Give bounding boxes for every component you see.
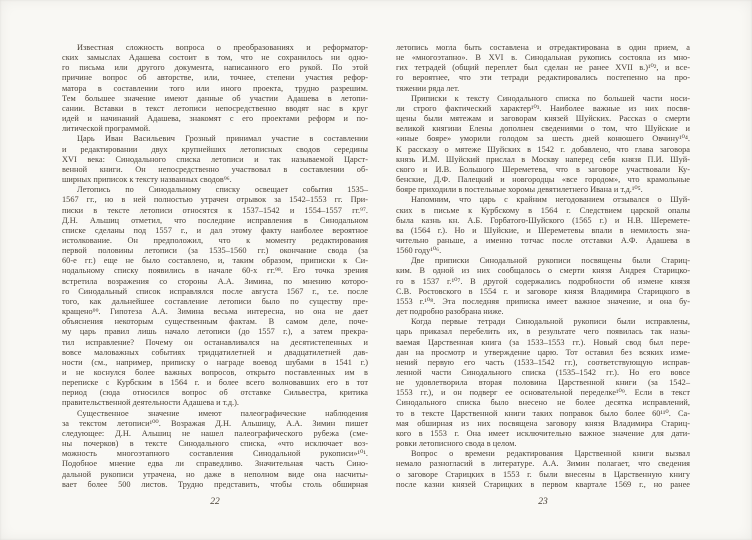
page-number-right: 23 (538, 497, 548, 507)
text-line: го в 1537 г.¹⁰⁷. В другой содержались подробности об измене князя (396, 276, 690, 286)
text-line: ва (1564 г.). Но и Шуйские, и Шереметевы впали в немилость зна- (396, 225, 690, 235)
text-line: Царь Иван Васильевич Грозный принимал участие в составлении (77, 134, 368, 144)
text-line: ских в письме к Курбскому в 1564 г. Следствием царской опалы (396, 205, 690, 215)
text-line: литической программой. (62, 124, 151, 134)
text-line: объяснения некоторым существенным фактам. В самом деле, поче- (62, 317, 368, 327)
text-line: и не коснулся более важных вопросов, открыто поставленных им в (62, 368, 368, 377)
text-line: ширных приписок к тексту названных сводов⁹⁶. (62, 175, 232, 185)
text-line: переписке с Курбским в 1564 г. и более всего волновавших его в тот (62, 378, 368, 388)
text-line: то в тексте Царственной книги таких поправок было более 60¹¹⁰. Са- (396, 408, 690, 418)
text-line: го письма или другого документа, написанного его рукой. По этой (62, 63, 368, 73)
text-line: 1553 г.¹⁰⁸. Эта последняя приписка имеет важное значение, и она бу- (396, 296, 690, 306)
text-line: не удовлетворила вторая половина Царственной книги (за 1542– (396, 378, 690, 388)
text-line: о заговоре Старицких в 1553 г. были внесены в Царственную книгу (396, 469, 690, 479)
text-line: XVI века: Синодального списка летописи и так называемой Царст- (62, 154, 368, 164)
text-line: венной книги. Он непосредственно участвовал в составлении об- (62, 164, 368, 174)
text-line: щены были мятежам и заговорам князей Шуйских. Рассказ о смерти (396, 114, 690, 124)
text-line: нодальному списку появились в начале 60-х гг.⁹⁸. Его точка зрения (62, 266, 368, 276)
text-line: Синодального списка было внесено не более десятка исправлений, (396, 398, 690, 408)
text-line: встретила возражения со стороны А.А. Зимина, по мнению которо- (62, 276, 368, 286)
text-line: великой княгини Елены дополнен сведениями о том, что Шуйские и (396, 124, 690, 134)
text-line: 1560 году¹⁰⁶. (396, 246, 442, 256)
text-line: тяжении ряда лет. (396, 83, 460, 93)
text-line: ских замыслах Адашева состоит в том, что не сохранилось ни одно- (62, 53, 368, 63)
text-line: за текстом летописи¹⁰⁰. Возражая Д.Н. Альшицу, А.А. Зимин пишет (62, 418, 368, 428)
text-line: Две приписки Синодальной рукописи посвящены были Стариц- (411, 256, 690, 266)
text-line: после казни князей Старицких в первом квартале 1569 г., но ранее (396, 479, 690, 489)
text-line: вовсе маловажных событиях тридцатилетней и двадцатилетней дав- (62, 347, 368, 357)
text-line: тил исправление? Почему он останавливался на десятистепенных и (62, 337, 368, 347)
text-line: бояре приходили в постельные хоромы девятилетнего Ивана и т.д.¹⁰⁵. (396, 185, 643, 195)
text-line: дан на просмотр и утверждение царю. Тот оставил без всяких изме- (396, 347, 690, 357)
text-line: вает более 500 листов. Трудно представить, чтобы столь обширная (62, 479, 368, 489)
text-line: нений первую его часть (1533–1542 гг.), соответствующую исправ- (396, 357, 690, 367)
text-line: ким. В одной из них сообщалось о смерти князя Андрея Старицко- (396, 266, 690, 276)
text-line: ровки летописного свода в целом. (396, 439, 517, 449)
text-line: Напомним, что царь с крайним негодованием отзывался о Шуй- (411, 195, 690, 205)
text-line: Когда первые тетради Синодальной рукописи были исправлены, (411, 317, 690, 327)
text-line: мая обширная из них посвящена заговору князя Владимира Стариц- (396, 418, 690, 428)
text-line: сании. Вставки в текст летописи непосредственно вводят нас в круг (62, 103, 368, 113)
text-line: немало разногласий в литературе. А.А. Зимин полагает, что сведения (396, 459, 690, 469)
text-line: го Синодальный список исправлялся после августа 1567 г., т.е. после (62, 286, 368, 296)
text-line: дет подробно разобрана ниже. (396, 307, 504, 317)
text-line: можность многоэтапного составления Синодальной рукописи»¹⁰¹. (62, 449, 368, 459)
text-line: ского и И.В. Большого Шереметева, что в заговоре участвовали Ку- (396, 164, 690, 174)
text-line: К рассказу о мятеже Шуйских в 1542 г. добавлено, что глава заговора (396, 144, 690, 154)
text-line: истолкование. Он предположил, что к моменту редактирования (62, 235, 368, 245)
text-line: ны почерков) в тексте Синодального списка, «что исключает воз- (62, 439, 368, 449)
text-line: идей и начинаний Адашева, знакомят с его проектами реформ и по- (62, 114, 368, 124)
text-line: дальной рукописи утрачена, но даже в неполном виде она насчиты- (62, 469, 368, 479)
text-line: князь И.М. Шуйский прислал в Москву наперед себя князя П.И. Шуй- (396, 154, 690, 164)
page-left-text-column (62, 43, 368, 490)
page-right-text-column (396, 43, 690, 490)
text-line: кращено⁹⁹. Гипотеза А.А. Зимина весьма интересна, но она не дает (62, 307, 368, 317)
text-line: му царь правил лишь начало летописи (до 1557 г.), а затем прекра- (62, 327, 368, 337)
text-line: писки в тексте летописи относятся к 1537–1542 и 1554–1557 гг.⁹⁷. (62, 205, 368, 215)
text-line: списке сделаны под 1557 г., и дал этому факту наиболее вероятное (62, 225, 368, 235)
text-line: первой половины летописи (за 1535–1560 гг.) окончание свода (за (62, 246, 368, 256)
text-line: Тем большее значение имеют данные об участии Адашева в летопи- (62, 93, 368, 103)
text-line: бенские, Д.Ф. Палецкий и новгородцы «все городом», что крамольные (396, 175, 690, 185)
text-line: гих тетрадей (общий переплет был сделан не ранее XVII в.)¹⁰², и все- (396, 63, 690, 73)
text-line: матора в составлении того или иного проекта, трудно разрешим. (62, 83, 368, 93)
text-line: не «многоэтапно». В XVI в. Синодальная рукопись состояла из мно- (396, 53, 690, 63)
text-line: 1553 гг.), и он подверг ее основательной переделке¹⁰⁹. Если в текст (396, 388, 690, 398)
text-line: ности (см., например, приписку о награде воевод шубами в 1541 г.) (62, 357, 368, 367)
text-line: была казнь кн. А.Б. Горбатого-Шуйского (1565 г.) и Н.В. Шеремете- (396, 215, 690, 225)
text-line: ваемая Царственная книга (за 1533–1553 гг.). Новый свод был пере- (396, 337, 690, 347)
text-line: Летопись по Синодальному списку освещает события 1535– (77, 185, 368, 195)
text-line: «иные бояре» уморили голодом за шесть дней конюшего Овчину¹⁰⁴. (396, 134, 690, 144)
text-line: царь приказал перебелить их, в результате чего появилась так назы- (396, 327, 690, 337)
text-line: Вопрос о времени редактирования Царственной книги вызвал (411, 449, 690, 459)
text-line: и редактировании двух крупнейших летописных сводов середины (62, 144, 368, 154)
text-line: летопись могла быть составлена и отредактирована в один прием, а (396, 43, 690, 52)
text-line: ли строго фактический характер¹⁰³. Наиболее важные из них посвя- (396, 103, 690, 113)
text-line: того, как дальнейшее составление летописи было по существу пре- (62, 296, 368, 306)
text-line: го вероятнее, что эти тетради редактировались постепенно на про- (396, 73, 690, 83)
page-number-left: 22 (210, 497, 220, 507)
text-line: чительно раньше, а именно тотчас после отставки А.Ф. Адашева в (396, 235, 690, 245)
text-line: ленной части Синодального списка (1535–1542 гг.). Но его вовсе (396, 368, 690, 377)
text-line: 60-е гг.) еще не было составлено, и, таким образом, приписки к Си- (62, 256, 368, 266)
text-line: правительственной деятельности Адашева и т.д.). (62, 398, 240, 408)
text-line: 1567 гг., но в ней полностью утрачен отрывок за 1542–1553 гг. При- (62, 195, 368, 205)
text-line: Подобное мнение едва ли справедливо. Значительная часть Сино- (62, 459, 368, 469)
text-line: С.В. Ростовского в 1554 г. и заговоре князя Владимира Старицкого в (396, 286, 690, 296)
text-line: кого в 1553 г. Она имеет исключительно важное значение для дати- (396, 428, 690, 438)
text-line: Д.Н. Альшиц отметил, что последние исправления в Синодальном (62, 215, 368, 225)
text-line: причине вопрос об авторстве, или, точнее, степени участия рефор- (62, 73, 368, 83)
text-line: Приписки к тексту Синодального списка по большей части носи- (411, 93, 690, 103)
text-line: период (сюда относился вопрос об отставке Сильвестра, критика (62, 388, 368, 398)
text-line: Существенное значение имеют палеографические наблюдения (77, 408, 368, 418)
text-line: следующее: Д.Н. Альшиц не нашел палеографического рубежа (сме- (62, 428, 368, 438)
text-line: Известная сложность вопроса о преобразованиях и реформатор- (77, 43, 368, 52)
